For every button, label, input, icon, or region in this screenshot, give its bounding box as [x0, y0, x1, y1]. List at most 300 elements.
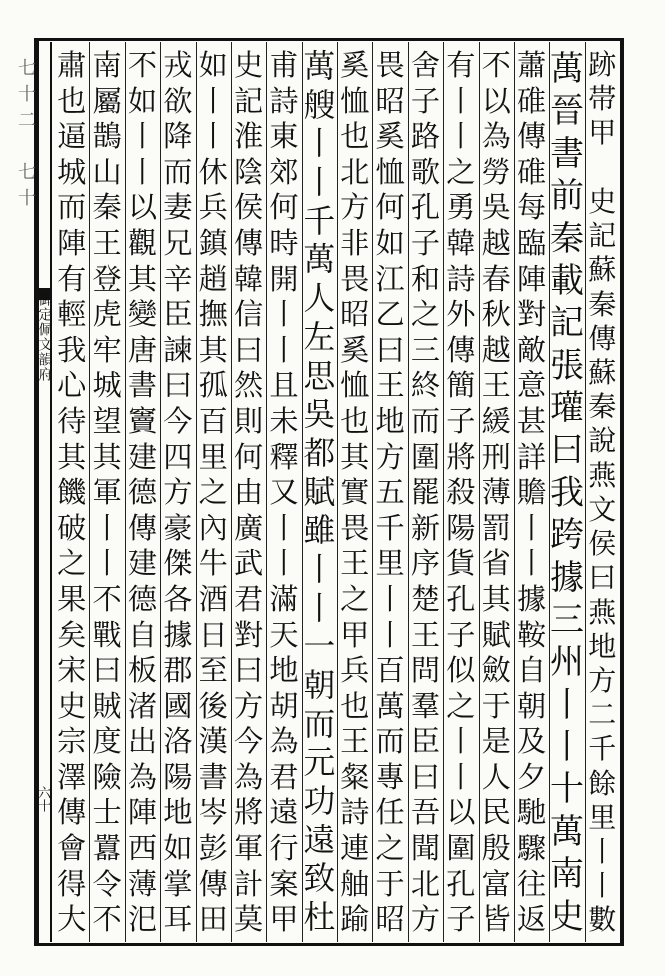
text-char: 舍 [410, 48, 441, 82]
text-char: 計 [233, 866, 264, 901]
text-char: 渚 [127, 688, 158, 723]
text-char: 吾 [410, 795, 441, 830]
text-char: 雖 [303, 513, 336, 550]
text-column [370, 48, 410, 938]
text-char: 詩 [446, 261, 476, 296]
text-char: 建 [127, 439, 158, 474]
text-char: 有 [57, 261, 87, 296]
text-char: 板 [127, 653, 158, 688]
text-char: 胡 [269, 688, 299, 723]
text-char: 圍 [410, 439, 441, 474]
text-char: 富 [481, 866, 511, 901]
text-char: 萬 [549, 49, 584, 89]
text-char: 韓 [233, 261, 264, 296]
text-char: 傳 [588, 321, 617, 355]
text-char: 地 [269, 653, 299, 688]
text-char: 士 [92, 795, 122, 830]
text-char: 實 [340, 475, 370, 510]
text-char: 欲 [163, 83, 193, 118]
text-char: 今 [233, 724, 264, 759]
text-char: 萬 [303, 49, 336, 85]
text-char: 輕 [57, 297, 87, 332]
text-char: 記 [233, 83, 264, 118]
text-char: 丨 [303, 551, 336, 588]
text-char: 登 [92, 261, 122, 296]
text-char: 行 [269, 831, 299, 866]
page-number-text: 六十 [35, 786, 50, 812]
text-char: 建 [127, 546, 158, 581]
text-char: 囂 [92, 831, 122, 866]
text-char: 侯 [233, 190, 264, 225]
text-char: 掌 [163, 866, 193, 901]
text-char: 奚 [340, 48, 370, 82]
text-char: 千 [588, 732, 617, 766]
text-char: 降 [163, 119, 193, 154]
text-char: 萬 [303, 242, 336, 279]
text-char: 國 [163, 688, 193, 723]
text-char: 蕭 [516, 48, 547, 82]
text-char: 丨 [127, 119, 158, 154]
text-char: 丨 [516, 510, 547, 545]
text-char: 其 [92, 439, 122, 474]
text-char: 令 [92, 866, 122, 901]
text-char: 廣 [233, 510, 264, 545]
text-char: 陰 [233, 154, 264, 189]
text-char: 贍 [516, 475, 547, 510]
text-char: 妻 [163, 190, 193, 225]
text-char: 孔 [446, 581, 476, 616]
text-char: 非 [340, 225, 370, 260]
text-char: 薄 [127, 866, 158, 901]
page-number [34, 786, 50, 817]
text-char: 碓 [516, 154, 547, 189]
text-char: 數 [588, 903, 617, 937]
text-char: 為 [233, 759, 264, 794]
text-char: 畏 [340, 261, 370, 296]
text-char: 左 [303, 319, 336, 356]
text-char: 夕 [516, 759, 547, 794]
text-char: 州 [549, 642, 584, 683]
text-char: 終 [410, 368, 441, 403]
text-char: 後 [198, 688, 228, 723]
text-column [441, 48, 481, 938]
text-char: 和 [410, 261, 441, 296]
text-char: 北 [410, 866, 441, 901]
text-char: 刑 [481, 439, 511, 474]
text-char: 傳 [198, 866, 228, 901]
text-char: 之 [446, 688, 476, 723]
text-char: 韓 [446, 225, 476, 260]
text-column [193, 48, 233, 938]
text-char: 敵 [516, 332, 547, 367]
margin-top-text: 七十二 七十 [15, 58, 36, 214]
text-char: 東 [269, 119, 299, 154]
text-char: 田 [198, 902, 228, 937]
text-char: 為 [127, 759, 158, 794]
text-char: 賦 [481, 617, 511, 652]
text-char: 何 [269, 190, 299, 225]
text-char: 杜 [303, 900, 336, 937]
text-char: 秦 [549, 218, 584, 259]
text-char: 似 [446, 653, 476, 688]
text-char: 乙 [375, 297, 405, 332]
text-char: 軍 [92, 475, 122, 510]
text-char: 宗 [57, 724, 87, 759]
text-char: 省 [481, 546, 511, 581]
text-char: 何 [233, 439, 264, 474]
text-char: 皆 [481, 902, 511, 937]
text-char: 奚 [375, 119, 405, 154]
text-char: 其 [340, 439, 370, 474]
text-char: 又 [269, 475, 299, 510]
text-char: 南 [549, 854, 584, 895]
text-char: 昭 [375, 83, 405, 118]
text-char: 甫 [269, 48, 299, 82]
text-char: 休 [198, 154, 228, 189]
text-char: 方 [410, 902, 441, 937]
text-char: 丨 [127, 154, 158, 189]
text-char: 春 [481, 261, 511, 296]
text-char: 史 [233, 48, 264, 82]
text-char: 丨 [446, 83, 476, 118]
text-char: 舳 [340, 866, 370, 901]
text-char: 甚 [516, 403, 547, 438]
text-column [87, 48, 127, 938]
text-char: 漢 [198, 724, 228, 759]
text-char: 案 [269, 866, 299, 901]
text-char: 秦 [588, 390, 617, 424]
text-char: 釋 [269, 439, 299, 474]
text-column [158, 48, 198, 938]
text-char: 丨 [446, 759, 476, 794]
text-char: 由 [233, 475, 264, 510]
text-char: 王 [481, 368, 511, 403]
text-char: 則 [233, 403, 264, 438]
text-char: 之 [410, 297, 441, 332]
text-column [512, 48, 552, 938]
text-char: 君 [269, 759, 299, 794]
text-char: 艘 [303, 87, 336, 124]
text-char: 丨 [269, 332, 299, 367]
text-char: 丨 [588, 835, 617, 869]
text-char: 酒 [198, 581, 228, 616]
text-char: 丨 [588, 869, 617, 903]
text-char: 帯 [588, 82, 617, 116]
text-char: 傑 [163, 546, 193, 581]
text-char: 人 [303, 281, 336, 318]
text-char: 書 [549, 133, 584, 174]
text-char: 然 [233, 368, 264, 403]
text-column [122, 48, 162, 938]
text-char: 孤 [198, 368, 228, 403]
text-char: 西 [127, 831, 158, 866]
text-char: 破 [57, 510, 87, 545]
text-char: 軍 [233, 831, 264, 866]
text-char: 甲 [588, 116, 617, 150]
text-char: 書 [198, 759, 228, 794]
text-char: 丨 [269, 510, 299, 545]
text-char: 王 [340, 724, 370, 759]
text-char: 莫 [233, 902, 264, 937]
text-char: 方 [375, 439, 405, 474]
text-char: 地 [163, 795, 193, 830]
text-char: 載 [549, 260, 584, 301]
text-char [582, 151, 622, 185]
text-char: 孔 [410, 190, 441, 225]
text-char: 也 [340, 688, 370, 723]
text-char: 丨 [269, 297, 299, 332]
text-char: 且 [269, 368, 299, 403]
text-char: 度 [92, 724, 122, 759]
text-char: 陣 [57, 225, 87, 260]
text-char: 粲 [340, 759, 370, 794]
text-char: 百 [375, 653, 405, 688]
text-char: 方 [233, 688, 264, 723]
text-char: 侯 [588, 527, 617, 561]
text-char: 將 [446, 439, 476, 474]
book-title-text: 御定佩文韻府 [36, 292, 53, 382]
text-column [299, 48, 339, 938]
text-char: 史 [588, 184, 617, 218]
text-char: 如 [198, 48, 228, 82]
text-char: 功 [303, 784, 336, 821]
text-char: 賊 [92, 688, 122, 723]
text-char: 城 [92, 368, 122, 403]
text-char: 路 [410, 119, 441, 154]
text-char: 秦 [588, 287, 617, 321]
text-char: 薄 [481, 475, 511, 510]
text-char: 王 [375, 368, 405, 403]
text-char: 傳 [233, 225, 264, 260]
text-char: 未 [269, 403, 299, 438]
text-char: 聞 [410, 831, 441, 866]
text-char: 逼 [57, 119, 87, 154]
text-char: 瓘 [549, 388, 584, 428]
text-char: 人 [481, 759, 511, 794]
text-char: 王 [340, 546, 370, 581]
text-char: 簡 [446, 368, 476, 403]
text-char: 丨 [198, 83, 228, 118]
text-char: 如 [127, 83, 158, 118]
text-char: 也 [57, 83, 87, 118]
text-char: 如 [375, 225, 405, 260]
text-char: 對 [516, 297, 547, 332]
text-char: 而 [410, 403, 441, 438]
text-char: 趙 [198, 261, 228, 296]
text-char: 丨 [198, 119, 228, 154]
text-char: 宋 [57, 653, 87, 688]
text-char: 丨 [303, 165, 336, 202]
text-column [52, 48, 92, 938]
text-char: 兵 [340, 653, 370, 688]
text-char: 陣 [516, 261, 547, 296]
text-char: 江 [375, 261, 405, 296]
text-char: 四 [163, 439, 193, 474]
text-char: 勞 [481, 154, 511, 189]
text-char: 王 [92, 225, 122, 260]
text-char: 文 [588, 492, 617, 526]
text-char: 丨 [375, 617, 405, 652]
text-char: 賦 [303, 474, 336, 511]
text-char: 萬 [375, 688, 405, 723]
text-char: 如 [163, 831, 193, 866]
text-char: 說 [588, 424, 617, 458]
text-column [335, 48, 375, 938]
text-char: 孔 [446, 866, 476, 901]
text-char: 千 [303, 203, 336, 240]
text-char: 斂 [481, 653, 511, 688]
text-char: 方 [340, 190, 370, 225]
text-char: 史 [549, 896, 584, 937]
text-char: 詩 [269, 83, 299, 118]
text-char: 越 [481, 225, 511, 260]
text-char: 及 [516, 724, 547, 759]
text-char: 武 [233, 546, 264, 581]
text-char: 記 [588, 219, 617, 253]
text-char: 出 [127, 724, 158, 759]
text-char: 越 [481, 332, 511, 367]
text-char: 罰 [481, 510, 511, 545]
text-char: 郡 [163, 653, 193, 688]
text-char: 馳 [516, 795, 547, 830]
text-char: 肅 [57, 48, 87, 82]
text-char: 是 [481, 724, 511, 759]
text-char: 千 [375, 510, 405, 545]
text-char: 開 [269, 261, 299, 296]
text-char: 唐 [127, 332, 158, 367]
text-char: 山 [92, 154, 122, 189]
text-char: 秦 [92, 190, 122, 225]
text-char: 丨 [303, 590, 336, 627]
text-char: 子 [410, 83, 441, 118]
text-char: 恤 [340, 368, 370, 403]
text-char: 蘇 [588, 355, 617, 389]
text-char: 鎮 [198, 225, 228, 260]
text-char: 而 [303, 706, 336, 743]
text-char: 鵲 [92, 119, 122, 154]
text-char: 前 [549, 176, 584, 217]
text-char: 天 [269, 617, 299, 652]
text-char: 會 [57, 831, 87, 866]
text-char: 之 [340, 581, 370, 616]
text-char: 圍 [446, 831, 476, 866]
text-char: 里 [588, 800, 617, 834]
text-char: 畏 [340, 510, 370, 545]
text-char: 兄 [163, 225, 193, 260]
text-column [547, 48, 587, 938]
text-char: 屬 [92, 83, 122, 118]
text-char: 方 [163, 475, 193, 510]
text-char: 也 [340, 119, 370, 154]
text-char: 曰 [588, 561, 617, 595]
text-char: 燕 [588, 595, 617, 629]
text-char: 餘 [588, 766, 617, 800]
text-char: 自 [127, 617, 158, 652]
text-char: 滿 [269, 581, 299, 616]
text-char: 為 [269, 724, 299, 759]
text-char: 其 [127, 261, 158, 296]
text-char: 丨 [92, 510, 122, 545]
text-char: 將 [233, 795, 264, 830]
text-char: 兵 [198, 190, 228, 225]
text-char: 都 [303, 435, 336, 472]
text-char: 戎 [163, 48, 193, 82]
text-char: 信 [233, 297, 264, 332]
text-char: 致 [303, 861, 336, 898]
text-char: 奚 [340, 332, 370, 367]
text-char: 每 [516, 190, 547, 225]
text-char: 新 [410, 510, 441, 545]
text-char: 楚 [410, 581, 441, 616]
text-char: 朝 [303, 668, 336, 704]
text-char: 史 [57, 688, 87, 723]
text-char: 驟 [516, 831, 547, 866]
text-char: 不 [481, 48, 511, 82]
text-char: 殷 [481, 831, 511, 866]
text-char: 子 [446, 617, 476, 652]
text-char: 罷 [410, 475, 441, 510]
text-char: 以 [127, 190, 158, 225]
text-char: 內 [198, 510, 228, 545]
text-char: 甲 [269, 902, 299, 937]
text-char: 碓 [516, 83, 547, 118]
text-char: 至 [198, 653, 228, 688]
text-char: 陽 [163, 759, 193, 794]
text-char: 據 [163, 617, 193, 652]
text-char: 我 [549, 472, 584, 513]
text-char: 而 [163, 154, 193, 189]
text-char: 丨 [303, 126, 336, 163]
margin-top-chars [8, 48, 34, 936]
text-char: 戰 [92, 617, 122, 652]
text-char: 其 [198, 332, 228, 367]
text-char: 傳 [516, 119, 547, 154]
text-char: 變 [127, 297, 158, 332]
text-char: 意 [516, 368, 547, 403]
text-char: 民 [481, 795, 511, 830]
text-char: 跡 [588, 48, 617, 81]
text-char: 勇 [446, 190, 476, 225]
text-char: 遠 [269, 795, 299, 830]
text-char: 辛 [163, 261, 193, 296]
text-char: 百 [198, 403, 228, 438]
text-char: 岑 [198, 795, 228, 830]
text-char: 饑 [57, 475, 87, 510]
text-char: 險 [92, 759, 122, 794]
text-char: 牛 [198, 546, 228, 581]
text-char: 曰 [375, 332, 405, 367]
text-char: 朝 [516, 688, 547, 723]
text-char: 矣 [57, 617, 87, 652]
text-char: 子 [410, 225, 441, 260]
text-char: 往 [516, 866, 547, 901]
text-char: 而 [57, 190, 87, 225]
text-char: 不 [92, 902, 122, 937]
text-char: 地 [588, 629, 617, 663]
text-char: 三 [549, 599, 584, 640]
text-column [229, 48, 269, 938]
text-char: 蘇 [588, 253, 617, 287]
text-char: 恤 [340, 83, 370, 118]
text-char: 子 [446, 902, 476, 937]
text-char: 得 [57, 866, 87, 901]
text-char: 觀 [127, 225, 158, 260]
text-char: 以 [446, 795, 476, 830]
text-char: 萬 [549, 811, 584, 852]
text-char: 日 [198, 617, 228, 652]
text-char: 陽 [446, 510, 476, 545]
text-char: 丨 [516, 546, 547, 581]
